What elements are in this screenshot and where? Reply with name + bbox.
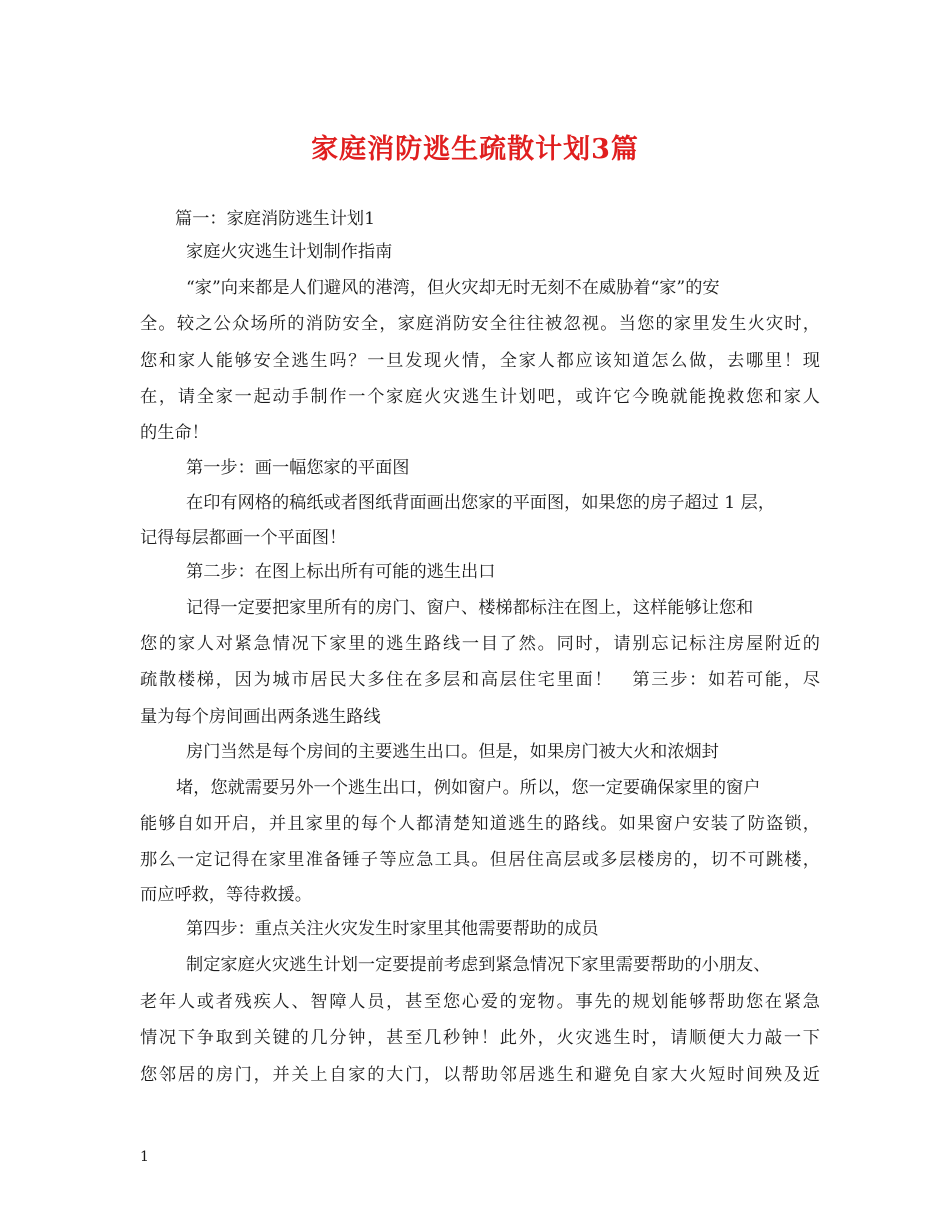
paragraph-line: 您的家人对紧急情况下家里的逃生路线一目了然。同时，请别忘记标注房屋附近的 [140, 634, 820, 654]
paragraph-line: 量为每个房间画出两条逃生路线 [140, 707, 381, 727]
paragraph-line: 房门当然是每个房间的主要逃生出口。但是，如果房门被大火和浓烟封 [186, 742, 719, 762]
step-heading: 第二步：在图上标出所有可能的逃生出口 [186, 562, 496, 582]
paragraph-line: 老年人或者残疾人、智障人员，甚至您心爱的宠物。事先的规划能够帮助您在紧急 [140, 992, 820, 1012]
paragraph-line: 记得一定要把家里所有的房门、窗户、楼梯都标注在图上，这样能够让您和 [186, 598, 754, 618]
paragraph-line: 全。较之公众场所的消防安全，家庭消防安全往往被忽视。当您的家里发生火灾时， [140, 314, 820, 334]
paragraph-line: 能够自如开启，并且家里的每个人都清楚知道逃生的路线。如果窗户安装了防盗锁， [140, 814, 820, 834]
paragraph-line: 您邻居的房门，并关上自家的大门，以帮助邻居逃生和避免自家大火短时间殃及近 [140, 1065, 820, 1085]
paragraph-line: 在印有网格的稿纸或者图纸背面画出您家的平面图，如果您的房子超过 1 层， [186, 493, 776, 513]
subheading: 家庭火灾逃生计划制作指南 [186, 242, 393, 262]
page-title: 家庭消防逃生疏散计划3篇 [311, 134, 639, 165]
paragraph-line: 那么一定记得在家里准备锤子等应急工具。但居住高层或多层楼房的，切不可跳楼， [140, 850, 820, 870]
paragraph-line: 制定家庭火灾逃生计划一定要提前考虑到紧急情况下家里需要帮助的小朋友、 [186, 955, 771, 975]
section-heading: 篇一：家庭消防逃生计划1 [175, 209, 375, 229]
paragraph-line: 记得每层都画一个平面图！ [140, 528, 347, 548]
paragraph-line: 的生命！ [140, 423, 209, 443]
paragraph-line: 堵，您就需要另外一个逃生出口，例如窗户。所以，您一定要确保家里的窗户 [176, 778, 761, 798]
paragraph-line: 在，请全家一起动手制作一个家庭火灾逃生计划吧，或许它今晚就能挽救您和家人 [140, 387, 820, 407]
paragraph-line: 情况下争取到关键的几分钟，甚至几秒钟！此外，火灾逃生时，请顺便大力敲一下 [140, 1028, 820, 1048]
paragraph-line: 疏散楼梯，因为城市居民大多住在多层和高层住宅里面！ 第三步：如若可能，尽 [140, 670, 820, 690]
paragraph-line: “家”向来都是人们避风的港湾，但火灾却无时无刻不在威胁着“家”的安 [186, 278, 720, 298]
paragraph-line: 而应呼救，等待救援。 [140, 885, 312, 905]
step-heading: 第一步：画一幅您家的平面图 [186, 458, 410, 478]
page-number: 1 [140, 1149, 149, 1165]
step-heading: 第四步：重点关注火灾发生时家里其他需要帮助的成员 [186, 919, 599, 939]
paragraph-line: 您和家人能够安全逃生吗？一旦发现火情，全家人都应该知道怎么做，去哪里！现 [140, 351, 820, 371]
